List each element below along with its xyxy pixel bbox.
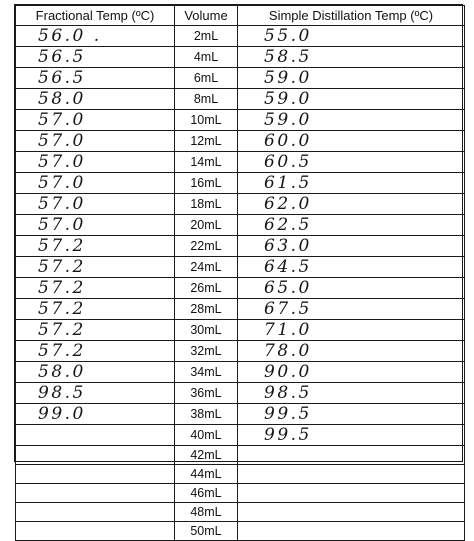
simple-distillation-temp-cell: 55.0 [238, 26, 465, 47]
fractional-temp-cell: 57.2 [16, 320, 175, 341]
fractional-temp-cell: 57.0 [16, 131, 175, 152]
table-row [16, 131, 465, 152]
table-row [16, 484, 465, 503]
table-row [16, 152, 465, 173]
table-row [16, 503, 465, 522]
simple-distillation-temp-cell [238, 522, 465, 541]
simple-distillation-temp-cell: 99.5 [238, 425, 465, 446]
table-row [16, 425, 465, 446]
table-row [16, 446, 465, 465]
simple-distillation-temp-cell [238, 484, 465, 503]
fractional-temp-cell: 57.2 [16, 341, 175, 362]
distillation-table [15, 5, 465, 541]
volume-cell: 8mL [175, 89, 238, 110]
volume-cell: 38mL [175, 404, 238, 425]
table-row [16, 465, 465, 484]
fractional-temp-cell: 57.2 [16, 299, 175, 320]
volume-cell: 34mL [175, 362, 238, 383]
data-table-sheet [14, 4, 463, 538]
fractional-temp-cell: 57.2 [16, 236, 175, 257]
table-body [16, 26, 465, 541]
simple-distillation-temp-cell: 59.0 [238, 110, 465, 131]
simple-distillation-temp-cell [238, 465, 465, 484]
simple-distillation-temp-cell: 58.5 [238, 47, 465, 68]
table-row [16, 26, 465, 47]
simple-distillation-temp-cell: 67.5 [238, 299, 465, 320]
simple-distillation-temp-cell: 65.0 [238, 278, 465, 299]
volume-cell: 4mL [175, 47, 238, 68]
fractional-temp-cell [16, 425, 175, 446]
volume-cell: 42mL [175, 446, 238, 465]
volume-cell: 48mL [175, 503, 238, 522]
volume-cell: 30mL [175, 320, 238, 341]
fractional-temp-cell: 56.0 . [16, 26, 175, 47]
fractional-temp-cell: 98.5 [16, 383, 175, 404]
fractional-temp-cell [16, 446, 175, 465]
volume-cell: 6mL [175, 68, 238, 89]
fractional-temp-cell: 57.0 [16, 194, 175, 215]
volume-cell: 20mL [175, 215, 238, 236]
simple-distillation-temp-cell: 60.0 [238, 131, 465, 152]
fractional-temp-cell: 57.0 [16, 110, 175, 131]
volume-cell: 36mL [175, 383, 238, 404]
volume-cell: 32mL [175, 341, 238, 362]
table-row [16, 110, 465, 131]
simple-distillation-temp-cell [238, 503, 465, 522]
table-row [16, 522, 465, 541]
volume-cell: 40mL [175, 425, 238, 446]
fractional-temp-cell [16, 484, 175, 503]
simple-distillation-temp-cell: 71.0 [238, 320, 465, 341]
simple-distillation-temp-cell: 59.0 [238, 89, 465, 110]
volume-cell: 44mL [175, 465, 238, 484]
simple-distillation-temp-cell [238, 446, 465, 465]
fractional-temp-cell: 57.0 [16, 215, 175, 236]
table-row [16, 383, 465, 404]
table-row [16, 68, 465, 89]
fractional-temp-cell: 57.2 [16, 278, 175, 299]
simple-distillation-temp-header: Simple Distillation Temp (ºC) [238, 6, 465, 26]
simple-distillation-temp-cell: 60.5 [238, 152, 465, 173]
simple-distillation-temp-cell: 64.5 [238, 257, 465, 278]
simple-distillation-temp-cell: 61.5 [238, 173, 465, 194]
fractional-temp-cell [16, 503, 175, 522]
volume-cell: 50mL [175, 522, 238, 541]
fractional-temp-cell: 57.0 [16, 152, 175, 173]
volume-cell: 10mL [175, 110, 238, 131]
simple-distillation-temp-cell: 62.5 [238, 215, 465, 236]
fractional-temp-cell: 99.0 [16, 404, 175, 425]
volume-cell: 16mL [175, 173, 238, 194]
fractional-temp-cell: 58.0 [16, 89, 175, 110]
simple-distillation-temp-cell: 59.0 [238, 68, 465, 89]
fractional-temp-cell [16, 522, 175, 541]
simple-distillation-temp-cell: 78.0 [238, 341, 465, 362]
volume-cell: 18mL [175, 194, 238, 215]
header-row [16, 6, 465, 26]
simple-distillation-temp-cell: 98.5 [238, 383, 465, 404]
simple-distillation-temp-cell: 63.0 [238, 236, 465, 257]
volume-cell: 26mL [175, 278, 238, 299]
volume-cell: 24mL [175, 257, 238, 278]
table-row [16, 173, 465, 194]
fractional-temp-cell [16, 465, 175, 484]
table-row [16, 89, 465, 110]
table-row [16, 320, 465, 341]
table-row [16, 362, 465, 383]
table-row [16, 257, 465, 278]
table-row [16, 236, 465, 257]
table-row [16, 194, 465, 215]
volume-cell: 46mL [175, 484, 238, 503]
volume-cell: 14mL [175, 152, 238, 173]
fractional-temp-cell: 56.5 [16, 47, 175, 68]
volume-cell: 2mL [175, 26, 238, 47]
volume-cell: 12mL [175, 131, 238, 152]
table-row [16, 404, 465, 425]
simple-distillation-temp-cell: 62.0 [238, 194, 465, 215]
table-row [16, 299, 465, 320]
simple-distillation-temp-cell: 90.0 [238, 362, 465, 383]
table-row [16, 215, 465, 236]
volume-header: Volume [175, 6, 238, 26]
table-row [16, 341, 465, 362]
table-row [16, 47, 465, 68]
fractional-temp-cell: 58.0 [16, 362, 175, 383]
simple-distillation-temp-cell: 99.5 [238, 404, 465, 425]
table-row [16, 278, 465, 299]
fractional-temp-cell: 56.5 [16, 68, 175, 89]
volume-cell: 28mL [175, 299, 238, 320]
volume-cell: 22mL [175, 236, 238, 257]
fractional-temp-header: Fractional Temp (ºC) [16, 6, 175, 26]
fractional-temp-cell: 57.2 [16, 257, 175, 278]
fractional-temp-cell: 57.0 [16, 173, 175, 194]
